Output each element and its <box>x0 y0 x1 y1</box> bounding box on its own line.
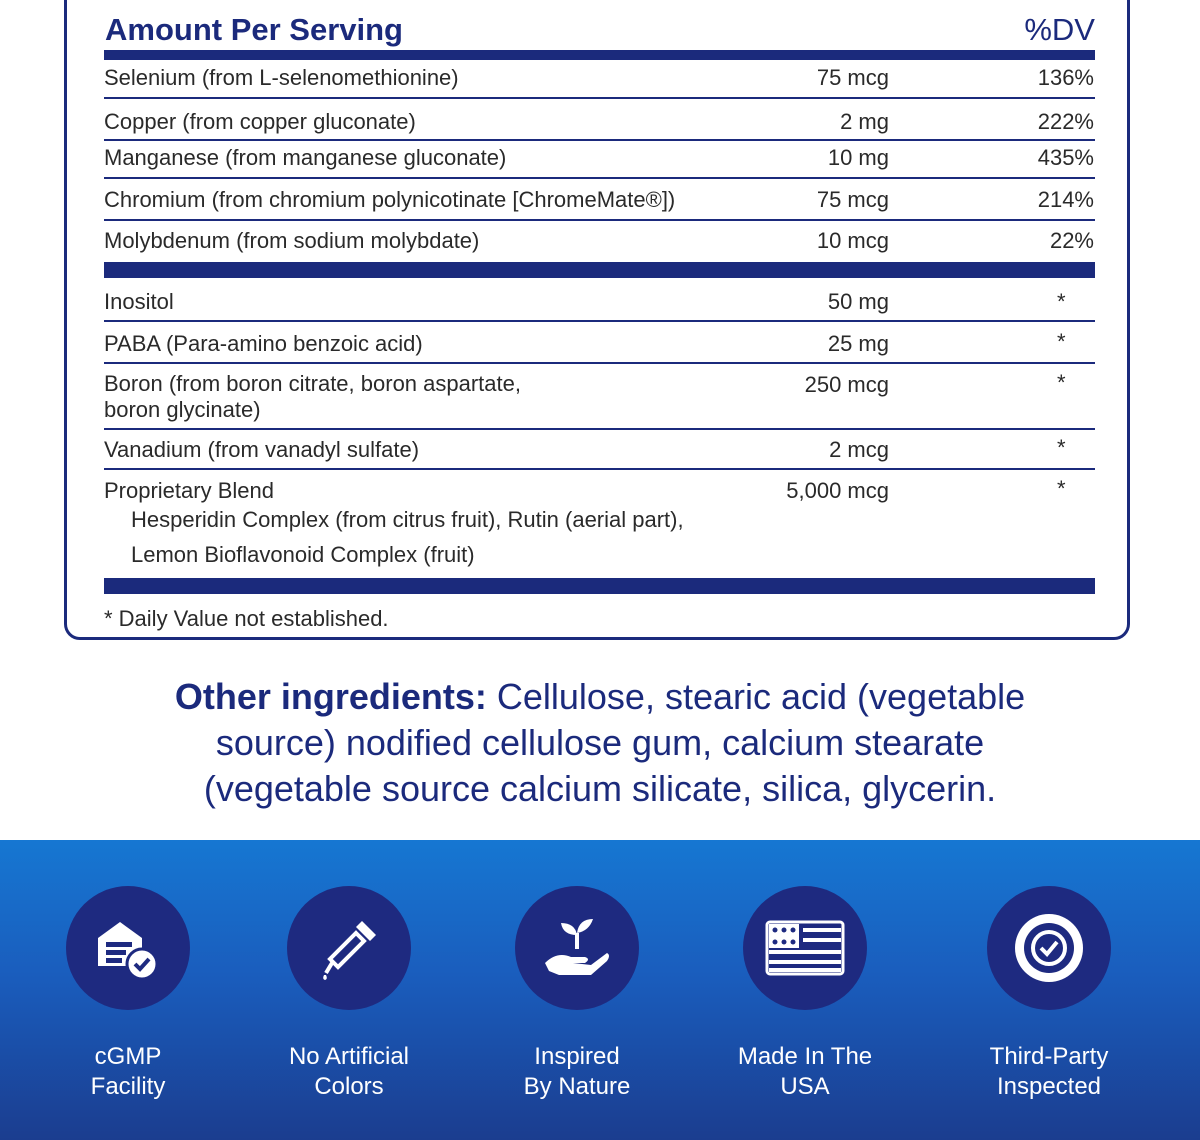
row-paba-name: PABA (Para-amino benzoic acid) <box>104 331 423 356</box>
row-selenium-amount: 75 mcg <box>816 65 889 90</box>
row-divider <box>104 139 1095 141</box>
row-divider <box>104 362 1095 364</box>
row-copper-amount: 2 mg <box>840 109 889 134</box>
row-inositol-amount: 50 mg <box>827 289 889 314</box>
badge-no-artificial-colors <box>229 886 469 1102</box>
us-flag-icon <box>743 886 867 1010</box>
row-selenium-name: Selenium (from L-selenomethionine) <box>104 65 459 90</box>
footer-divider <box>104 578 1095 594</box>
row-molybdenum-name: Molybdenum (from sodium molybdate) <box>104 228 480 253</box>
header-divider <box>104 50 1095 60</box>
row-boron-dv: * <box>1057 370 1066 395</box>
section-divider <box>104 262 1095 278</box>
row-vanadium-dv: * <box>1057 435 1066 460</box>
row-selenium-dv: 136% <box>1037 65 1094 90</box>
daily-value-footnote: * Daily Value not established. <box>104 606 389 631</box>
row-paba-amount: 25 mg <box>827 331 889 356</box>
other-ingredients-line3: (vegetable source calcium silicate, silica, glycerin. <box>203 768 997 809</box>
other-ingredients-label: Other ingredients: <box>174 676 487 717</box>
row-blend-dv: * <box>1057 476 1066 501</box>
row-boron-name: Boron (from boron citrate, boron aspartate, <box>104 371 521 396</box>
other-ingredients <box>0 674 1200 812</box>
row-boron-name-line2: boron glycinate) <box>104 397 261 422</box>
row-divider <box>104 468 1095 470</box>
seal-check-icon <box>987 886 1111 1010</box>
other-ingredients-line1: Cellulose, stearic acid (vegetable <box>486 676 1026 717</box>
row-chromium-dv: 214% <box>1037 187 1094 212</box>
badge-third-party-inspected-label: Third-Party Inspected <box>989 1043 1109 1100</box>
row-blend-sub1: Hesperidin Complex (from citrus fruit), Rutin (aerial part), <box>131 507 684 532</box>
badge-made-in-usa-label: Made In The USA <box>737 1043 873 1100</box>
row-divider <box>104 428 1095 430</box>
row-blend-amount: 5,000 mcg <box>786 478 889 503</box>
row-vanadium-name: Vanadium (from vanadyl sulfate) <box>104 437 420 462</box>
row-divider <box>104 177 1095 179</box>
row-inositol-name: Inositol <box>104 289 174 314</box>
row-copper-dv: 222% <box>1037 109 1094 134</box>
row-chromium-name: Chromium (from chromium polynicotinate [ChromeMate®]) <box>104 187 676 212</box>
row-divider <box>104 97 1095 99</box>
row-manganese-name: Manganese (from manganese gluconate) <box>104 145 507 170</box>
badge-inspired-by-nature <box>457 886 697 1102</box>
dv-heading: %DV <box>1024 12 1095 47</box>
other-ingredients-line2: source) nodified cellulose gum, calcium stearate <box>215 722 985 763</box>
row-divider <box>104 219 1095 221</box>
amount-per-serving-heading: Amount Per Serving <box>105 12 403 47</box>
badge-cgmp-label: cGMP Facility <box>90 1043 166 1100</box>
row-blend-name: Proprietary Blend <box>104 478 274 503</box>
row-molybdenum-dv: 22% <box>1049 228 1094 253</box>
row-paba-dv: * <box>1057 329 1066 354</box>
row-molybdenum-amount: 10 mcg <box>816 228 889 253</box>
row-divider <box>104 320 1095 322</box>
row-vanadium-amount: 2 mcg <box>829 437 889 462</box>
badge-no-artificial-colors-label: No Artificial Colors <box>288 1043 410 1100</box>
row-manganese-amount: 10 mg <box>827 145 889 170</box>
hand-sprout-icon <box>515 886 639 1010</box>
row-blend-sub2: Lemon Bioflavonoid Complex (fruit) <box>131 542 475 567</box>
badge-inspired-by-nature-label: Inspired By Nature <box>523 1043 631 1100</box>
row-chromium-amount: 75 mcg <box>816 187 889 212</box>
badge-cgmp <box>8 886 248 1102</box>
facility-check-icon <box>66 886 190 1010</box>
badge-made-in-usa <box>685 886 925 1102</box>
row-manganese-dv: 435% <box>1037 145 1094 170</box>
row-boron-amount: 250 mcg <box>804 372 889 397</box>
dropper-icon <box>287 886 411 1010</box>
row-copper-name: Copper (from copper gluconate) <box>104 109 416 134</box>
badge-third-party-inspected <box>929 886 1169 1102</box>
